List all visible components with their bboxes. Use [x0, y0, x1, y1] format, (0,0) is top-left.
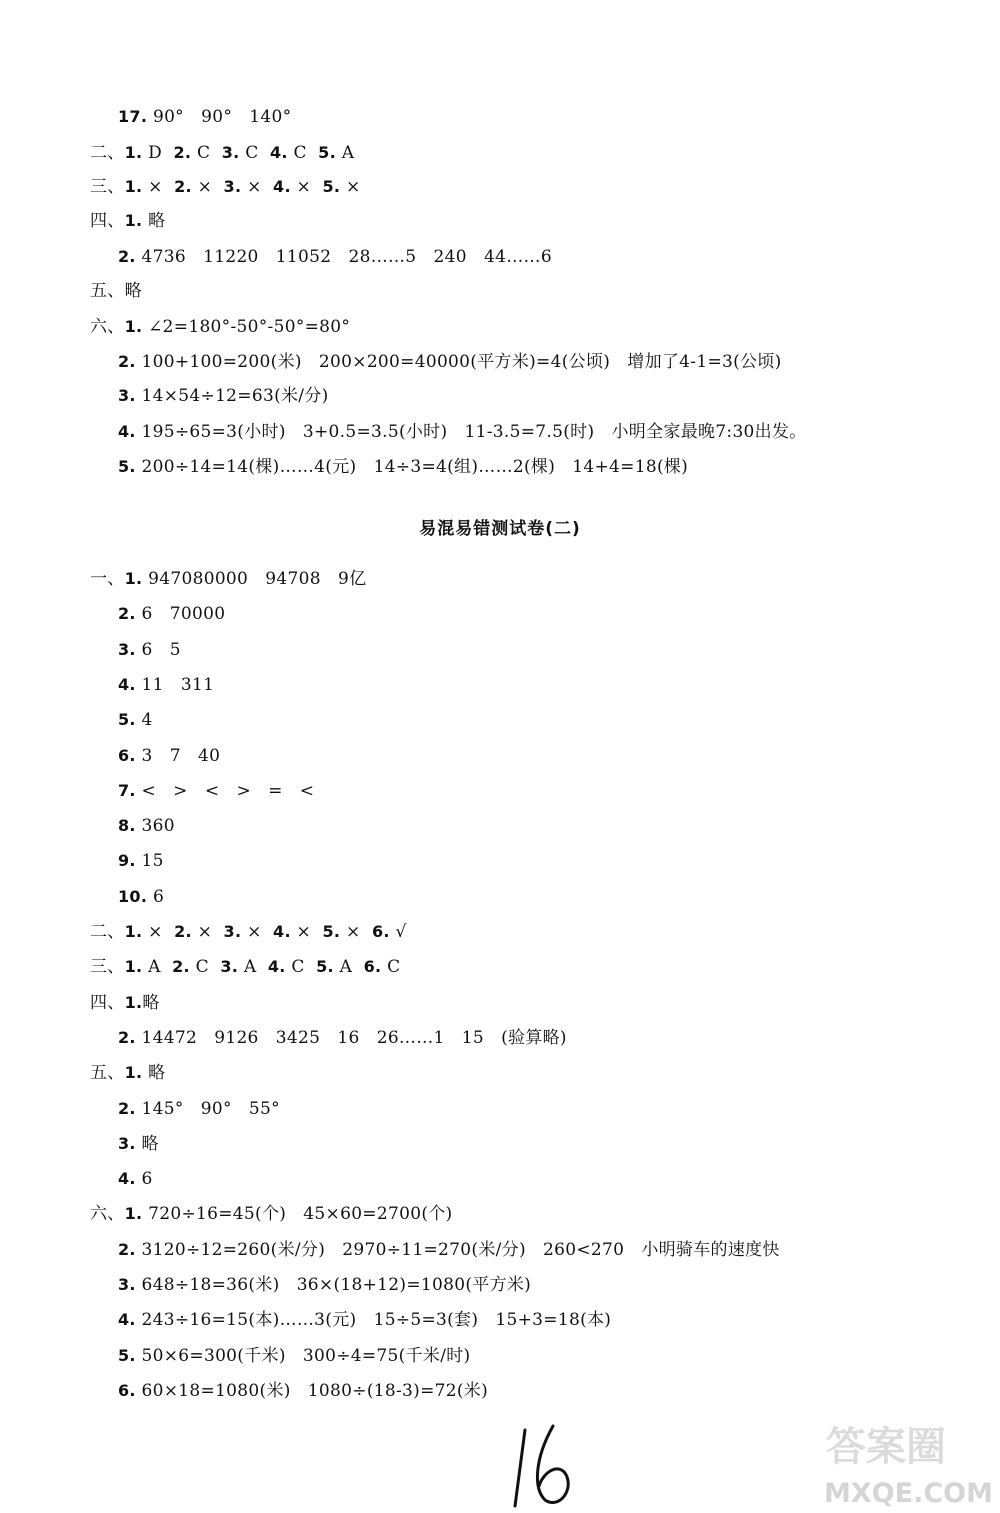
answer-text: ×: [191, 922, 224, 942]
answer-line: [90, 992, 160, 1014]
answer-text: A: [238, 957, 268, 977]
answer-text: 4736 11220 11052 28……5 240 44……6: [135, 247, 552, 267]
section-prefix: 五、: [90, 281, 125, 301]
answer-text: A: [333, 957, 364, 977]
question-number: 3.: [223, 177, 242, 196]
question-number: 1.: [124, 957, 143, 976]
answer-line: [118, 1098, 280, 1120]
section-prefix: 三、: [90, 177, 125, 197]
answer-text: C: [191, 143, 222, 163]
answer-text: 947080000 94708 9亿: [142, 569, 367, 589]
answer-line: [90, 568, 366, 590]
question-number: 3.: [221, 143, 240, 162]
question-number: 1.: [124, 177, 143, 196]
question-number: 8.: [118, 816, 136, 835]
answer-text: ×: [290, 177, 323, 197]
answer-text: ×: [290, 922, 323, 942]
answer-text: 360: [135, 816, 175, 836]
question-number: 5.: [118, 1346, 136, 1365]
question-number: 2.: [172, 957, 190, 976]
watermark-bottom: MXQE.COM: [824, 1478, 993, 1508]
question-number: 2.: [118, 1099, 136, 1118]
answer-text: 14×54÷12=63(米/分): [135, 386, 329, 406]
answer-line: [118, 603, 225, 625]
question-number: 7.: [118, 781, 136, 800]
answer-text: 195÷65=3(小时) 3+0.5=3.5(小时) 11-3.5=7.5(时) 小明全家最晚7:30出发。: [135, 422, 807, 442]
answer-line: [118, 639, 181, 661]
answer-line: [118, 351, 782, 373]
question-number: 5.: [118, 710, 136, 729]
answer-text: 15: [135, 851, 164, 871]
question-number: 2.: [118, 1240, 136, 1259]
answer-line: [118, 106, 291, 128]
answer-line: [118, 886, 164, 908]
answer-line: [118, 1027, 567, 1049]
section-prefix: 一、: [90, 569, 125, 589]
question-number: 2.: [174, 922, 192, 941]
answer-text: ×: [191, 177, 224, 197]
question-number: 2.: [118, 247, 136, 266]
question-number: 2.: [173, 143, 192, 162]
answer-text: 略: [142, 993, 160, 1013]
question-number: 4.: [118, 1169, 136, 1188]
question-number: 6.: [363, 957, 382, 976]
answer-text: 200÷14=14(棵)……4(元) 14÷3=4(组)……2(棵) 14+4=18(棵): [135, 457, 689, 477]
answer-line: [118, 745, 220, 767]
answer-text: 145° 90° 55°: [135, 1099, 280, 1119]
section-prefix: 二、: [90, 922, 125, 942]
answer-line: [118, 850, 164, 872]
section-prefix: 四、: [90, 211, 125, 231]
question-number: 4.: [118, 422, 136, 441]
answer-text: C: [381, 957, 401, 977]
question-number: 1.: [124, 143, 143, 162]
question-number: 2.: [118, 352, 136, 371]
question-number: 5.: [322, 177, 341, 196]
answer-line: [118, 456, 688, 478]
question-number: 2.: [118, 1028, 136, 1047]
question-number: 4.: [118, 1310, 136, 1329]
answer-line: [90, 210, 165, 232]
watermark-logo: [820, 1418, 995, 1508]
answer-line: [90, 176, 361, 198]
section-prefix: 二、: [90, 143, 125, 163]
answer-text: C: [189, 957, 221, 977]
answer-text: ×: [142, 177, 175, 197]
answer-line: [118, 246, 552, 268]
question-number: 4.: [118, 675, 136, 694]
watermark-top: 答案圈: [826, 1424, 946, 1470]
answer-text: C: [287, 143, 319, 163]
answer-line: [118, 1168, 153, 1190]
question-number: 4.: [267, 957, 286, 976]
answer-text: 60×18=1080(米) 1080÷(18-3)=72(米): [135, 1381, 489, 1401]
answer-line: [118, 1274, 531, 1296]
answer-text: 648÷18=36(米) 36×(18+12)=1080(平方米): [135, 1275, 532, 1295]
section-title: 易混易错测试卷(二): [419, 519, 581, 539]
answer-text: C: [285, 957, 317, 977]
answer-text: ∠2=180°-50°-50°=80°: [142, 317, 351, 337]
question-number: 5.: [316, 957, 334, 976]
question-number: 1.: [124, 993, 143, 1012]
answer-line: [118, 1345, 470, 1367]
answer-line: [118, 1380, 488, 1402]
answer-text: 3 7 40: [135, 746, 221, 766]
answer-text: < > < > = <: [135, 781, 315, 801]
answer-line: [118, 815, 175, 837]
answer-text: 6 5: [135, 640, 181, 660]
handwritten-page-number: [505, 1418, 595, 1513]
answer-line: [118, 674, 214, 696]
answer-line: [90, 316, 350, 338]
answer-line: [118, 421, 807, 443]
question-number: 4.: [273, 922, 291, 941]
answer-text: 14472 9126 3425 16 26……1 15 (验算略): [135, 1028, 567, 1048]
answer-line: [90, 142, 354, 164]
answer-text: D: [142, 143, 174, 163]
answer-text: ×: [340, 177, 361, 197]
answer-line: [90, 1203, 452, 1225]
question-number: 1.: [124, 569, 143, 588]
question-number: 3.: [118, 386, 136, 405]
answer-text: 11 311: [135, 675, 215, 695]
question-number: 6.: [118, 1381, 136, 1400]
answer-line: [118, 780, 314, 802]
answer-line: [118, 1239, 780, 1261]
answer-text: 50×6=300(千米) 300÷4=75(千米/时): [135, 1346, 471, 1366]
answer-text: 6 70000: [135, 604, 226, 624]
question-number: 4.: [273, 177, 291, 196]
question-number: 2.: [118, 604, 136, 623]
answer-line: [90, 956, 400, 978]
answer-line: [118, 385, 329, 407]
question-number: 1.: [124, 317, 143, 336]
answer-line: [90, 1062, 165, 1084]
answer-text: C: [239, 143, 270, 163]
question-number: 1.: [124, 211, 143, 230]
question-number: 1.: [124, 922, 143, 941]
question-number: 3.: [118, 640, 136, 659]
answer-line: [118, 1309, 611, 1331]
answer-text: √: [389, 922, 407, 942]
question-number: 10.: [118, 887, 148, 906]
section-prefix: 四、: [90, 993, 125, 1013]
question-number: 6.: [371, 922, 390, 941]
section-prefix: 六、: [90, 317, 125, 337]
answer-text: 243÷16=15(本)……3(元) 15÷5=3(套) 15+3=18(本): [135, 1310, 612, 1330]
section-prefix: 六、: [90, 1204, 125, 1224]
answer-text: 720÷16=45(个) 45×60=2700(个): [142, 1204, 453, 1224]
question-number: 4.: [269, 143, 288, 162]
section-prefix: 三、: [90, 957, 125, 977]
section-prefix: 五、: [90, 1063, 125, 1083]
answer-line: [118, 1133, 159, 1155]
question-number: 1.: [124, 1204, 143, 1223]
question-number: 1.: [124, 1063, 143, 1082]
question-number: 3.: [223, 922, 242, 941]
answer-text: 略: [135, 1134, 159, 1154]
answer-line: [118, 709, 153, 731]
answer-text: ×: [241, 922, 274, 942]
question-number: 3.: [220, 957, 239, 976]
question-number: 3.: [118, 1134, 136, 1153]
question-number: 5.: [322, 922, 341, 941]
question-number: 5.: [118, 457, 136, 476]
answer-text: A: [142, 957, 173, 977]
answer-text: 3120÷12=260(米/分) 2970÷11=270(米/分) 260<270 小明骑车的速度快: [135, 1240, 780, 1260]
answer-text: 6: [147, 887, 165, 907]
question-number: 6.: [118, 746, 136, 765]
answer-text: 90° 90° 140°: [147, 107, 292, 127]
answer-text: ×: [142, 922, 175, 942]
answer-text: 100+100=200(米) 200×200=40000(平方米)=4(公顷) 增加了4-1=3(公顷): [135, 352, 782, 372]
question-number: 5.: [318, 143, 336, 162]
answer-text: A: [335, 143, 355, 163]
answer-text: ×: [340, 922, 372, 942]
question-number: 17.: [118, 107, 148, 126]
answer-text: 略: [124, 281, 142, 301]
answer-text: 略: [142, 1063, 166, 1083]
answer-text: ×: [241, 177, 274, 197]
question-number: 3.: [118, 1275, 136, 1294]
answer-text: 4: [135, 710, 153, 730]
answer-text: 6: [135, 1169, 153, 1189]
question-number: 2.: [174, 177, 192, 196]
answer-line: [90, 921, 407, 943]
answer-text: 略: [142, 211, 166, 231]
question-number: 9.: [118, 851, 136, 870]
answer-line: [90, 280, 142, 302]
